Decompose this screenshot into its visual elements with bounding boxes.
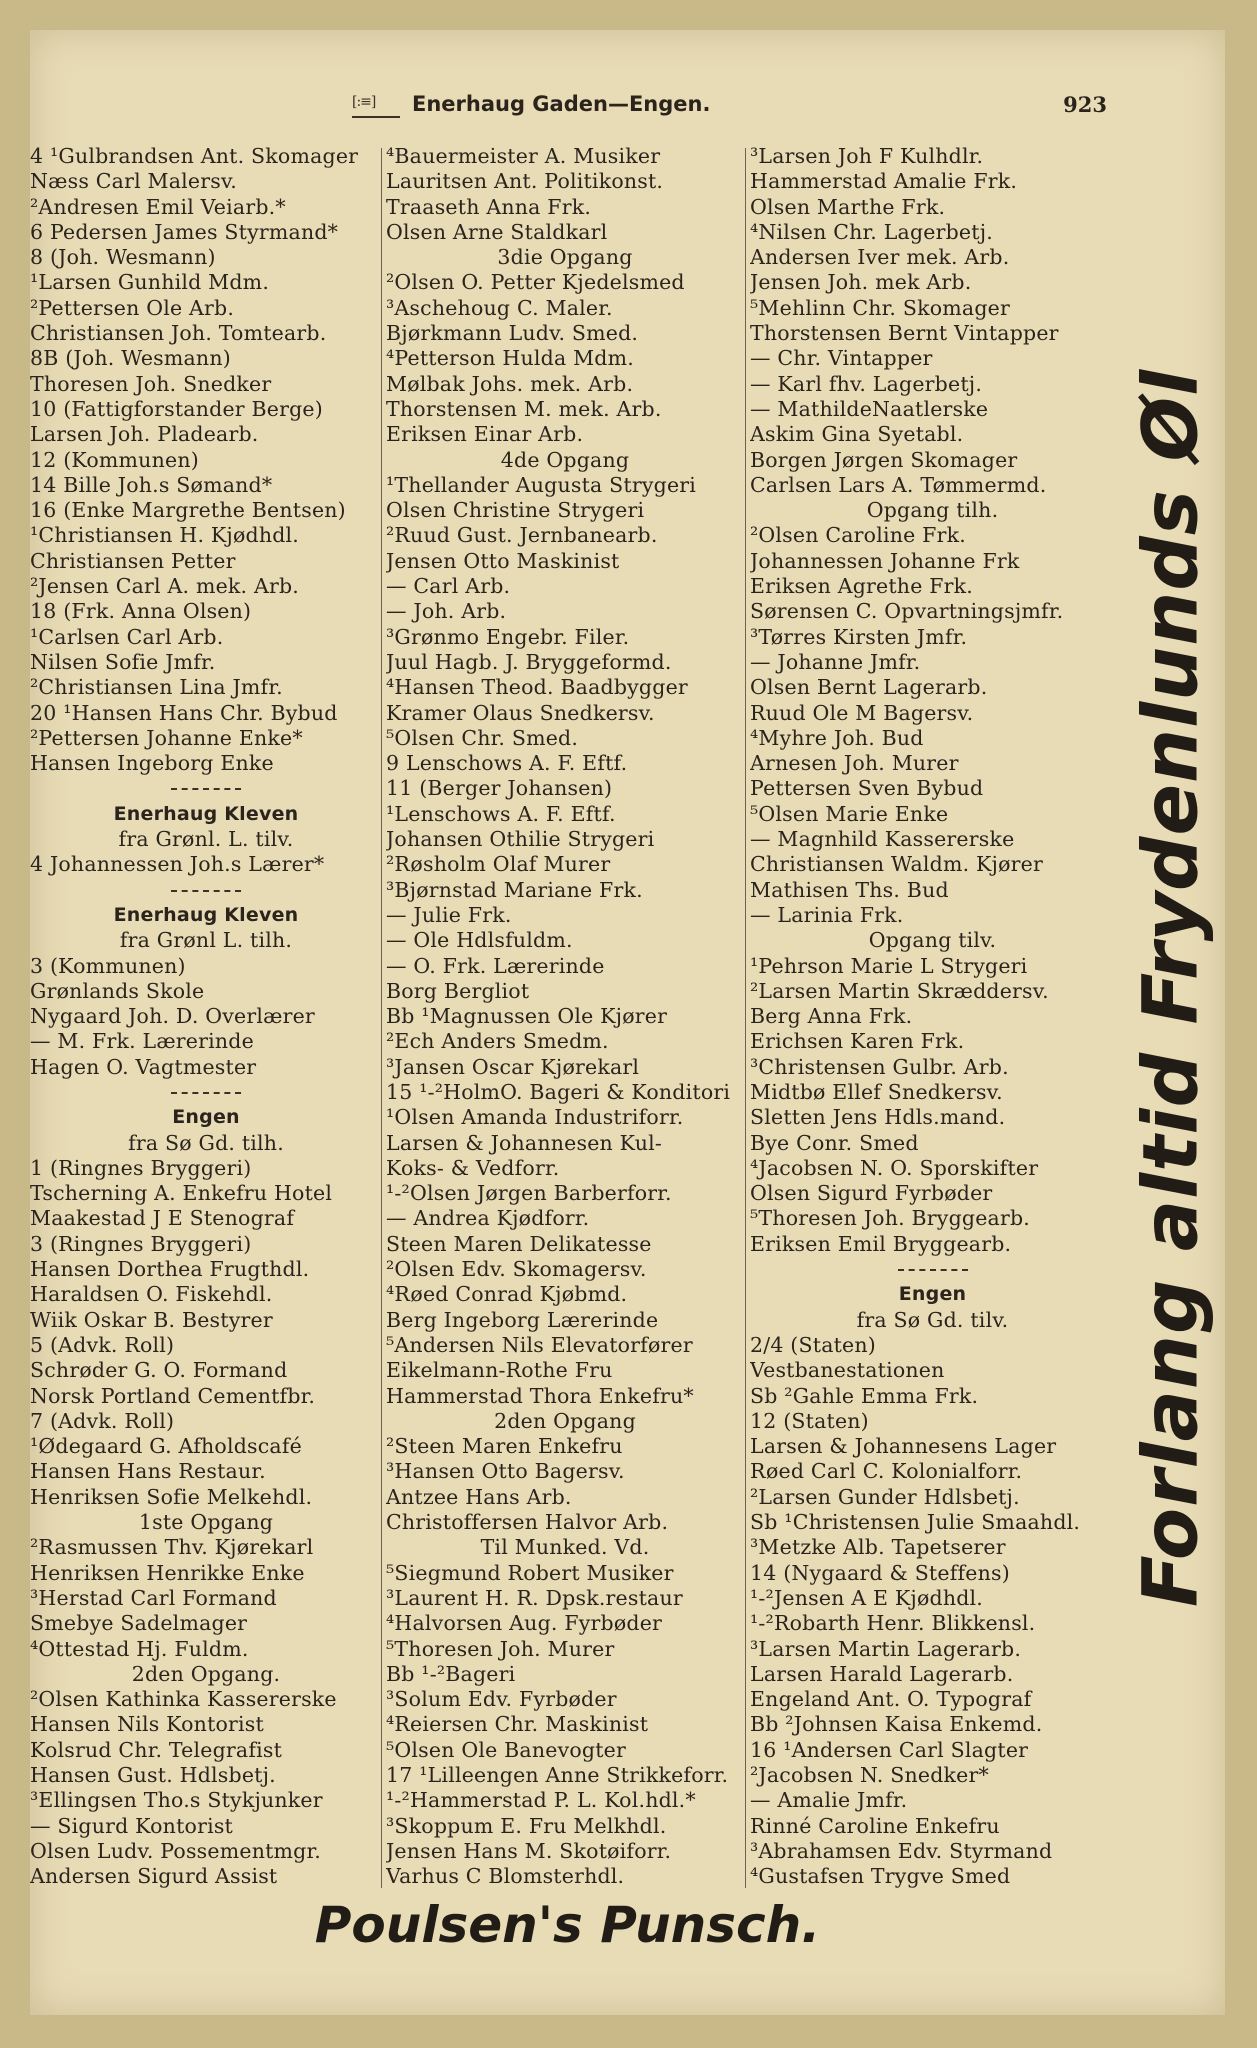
directory-entry: Jensen Otto Maskinist [386,548,620,573]
directory-entry: 16 ¹Andersen Carl Slagter [750,1737,1029,1762]
directory-entry: — Karl fhv. Lagerbetj. [750,371,983,396]
directory-entry: Olsen Sigurd Fyrbøder [750,1181,993,1206]
directory-entry: 3die Opgang [497,245,633,270]
directory-entry: 4 ¹Gulbrandsen Ant. Skomager [30,144,359,168]
page-header [0,92,1257,122]
directory-entry: Johannessen Johanne Frk [750,548,1020,573]
directory-entry: Berg Anna Frk. [750,1004,913,1029]
directory-entry: ²Olsen Caroline Frk. [750,523,966,548]
directory-entry: ³Hansen Otto Bagersv. [386,1459,625,1484]
directory-entry: Hammerstad Thora Enkefru* [386,1383,694,1408]
directory-entry: Christiansen Waldm. Kjører [750,852,1043,877]
directory-entry: — Sigurd Kontorist [30,1813,233,1838]
directory-entry: 4 Johannessen Joh.s Lærer* [30,852,325,877]
section-divider [30,776,382,801]
directory-entry: ³Grønmo Engebr. Filer. [386,624,630,649]
directory-entry: Borgen Jørgen Skomager [750,447,1018,472]
directory-entry: ⁴Reiersen Chr. Maskinist [386,1712,649,1737]
directory-entry: Larsen & Johannesens Lager [750,1434,1057,1459]
directory-entry: Kolsrud Chr. Telegrafist [30,1737,283,1762]
directory-entry: Sørensen C. Opvartningsjmfr. [750,599,1064,624]
directory-entry: Johansen Othilie Strygeri [386,827,655,852]
section-heading: Engen [172,1106,240,1129]
directory-entry: Thoresen Joh. Snedker [30,371,272,396]
directory-entry: ⁴Myhre Joh. Bud [750,725,924,750]
directory-entry: 1ste Opgang [138,1510,274,1535]
directory-entry: Larsen & Johannesen Kul- [386,1130,663,1155]
directory-entry: 14 (Nygaard & Steffens) [750,1560,1010,1585]
directory-entry: ⁴Hansen Theod. Baadbygger [386,675,688,700]
directory-entry: Mathisen Ths. Bud [750,877,949,902]
directory-entry: Engeland Ant. O. Typograf [750,1687,1032,1712]
directory-entry: Bb ¹-²Bageri [386,1661,516,1686]
directory-entry: ⁵Andersen Nils Elevatorfører [386,1332,693,1357]
directory-entry: fra Grønl. L. tilv. [118,827,294,852]
side-advertisement-text: Forlang altid Frydenlunds Øl [1125,368,1215,1608]
directory-entry: ³Herstad Carl Formand [30,1585,277,1610]
directory-entry: ⁵Olsen Chr. Smed. [386,725,579,750]
directory-entry: ⁵Siegmund Robert Musiker [386,1560,674,1585]
directory-column-3 [750,144,1115,1889]
directory-entry: Vestbanestationen [750,1358,945,1383]
directory-entry: ²Jacobsen N. Snedker* [750,1763,989,1787]
directory-entry: Hansen Ingeborg Enke [30,751,274,776]
directory-entry: ¹Thellander Augusta Strygeri [386,472,697,497]
side-advertisement [1115,368,1225,1608]
directory-entry: Larsen Joh. Pladearb. [30,422,259,447]
directory-entry: ⁴Jacobsen N. O. Sporskifter [750,1155,1039,1180]
directory-entry: ⁴Halvorsen Aug. Fyrbøder [386,1611,663,1636]
directory-entry: ⁴Petterson Hulda Mdm. [386,346,634,371]
directory-entry: — Amalie Jmfr. [750,1788,908,1813]
directory-entry: ³Ellingsen Tho.s Stykjunker [30,1788,323,1813]
directory-entry: Olsen Christine Strygeri [386,498,645,523]
directory-entry: ¹-²Olsen Jørgen Barberforr. [386,1181,672,1206]
directory-entry: — Andrea Kjødforr. [386,1206,590,1231]
directory-entry: ¹Lenschows A. F. Eftf. [386,801,616,826]
directory-entry: Opgang tilv. [868,928,997,953]
directory-entry: ⁵Mehlinn Chr. Skomager [750,295,1010,320]
directory-entry: — Chr. Vintapper [750,346,933,371]
directory-entry: ²Røsholm Olaf Murer [386,852,611,877]
directory-entry: 17 ¹Lilleengen Anne Strikkeforr. [386,1763,729,1787]
directory-entry: Bb ¹Magnussen Ole Kjører [386,1004,668,1029]
directory-entry: ³Skoppum E. Fru Melkhdl. [386,1813,667,1838]
directory-entry: Hagen O. Vagtmester [30,1054,257,1079]
directory-entry: Thorstensen Bernt Vintapper [750,321,1059,346]
directory-entry: — Julie Frk. [386,902,512,927]
directory-entry: Norsk Portland Cementfbr. [30,1383,316,1408]
directory-entry: 7 (Advk. Roll) [30,1408,175,1433]
directory-entry: Steen Maren Delikatesse [386,1231,652,1256]
directory-entry: 2den Opgang. [131,1661,281,1686]
directory-entry: Andersen Sigurd Assist [30,1864,278,1889]
directory-entry: 9 Lenschows A. F. Eftf. [386,751,628,776]
directory-entry: Ruud Ole M Bagersv. [750,700,974,725]
directory-entry: Røed Carl C. Kolonialforr. [750,1459,1023,1484]
directory-entry: ³Larsen Joh F Kulhdlr. [750,144,984,168]
directory-entry: Varhus C Blomsterhdl. [386,1864,625,1889]
directory-entry: ²Olsen Edv. Skomagersv. [386,1257,647,1282]
directory-entry: Maakestad J E Stenograf [30,1206,295,1231]
directory-entry: Andersen Iver mek. Arb. [750,245,1010,270]
directory-entry: ³Abrahamsen Edv. Styrmand [750,1838,1053,1863]
directory-entry: Bye Conr. Smed [750,1130,919,1155]
directory-entry: Sb ¹Christensen Julie Smaahdl. [750,1510,1081,1535]
directory-entry: Jensen Hans M. Skotøiforr. [386,1838,672,1863]
directory-entry: 6 Pedersen James Styrmand* [30,219,339,244]
directory-entry: Thorstensen M. mek. Arb. [386,396,662,421]
directory-entry: 16 (Enke Margrethe Bentsen) [30,498,346,523]
directory-entry: ⁵Olsen Ole Banevogter [386,1737,626,1762]
directory-entry: Bb ²Johnsen Kaisa Enkemd. [750,1712,1043,1737]
directory-entry: ⁵Thoresen Joh. Murer [386,1636,615,1661]
directory-entry: ⁴Gustafsen Trygve Smed [750,1864,1011,1889]
directory-entry: ¹Carlsen Carl Arb. [30,624,224,649]
directory-column-1 [30,144,382,1889]
section-divider [30,878,382,903]
directory-entry: Hansen Hans Restaur. [30,1459,266,1484]
directory-entry: ³Larsen Martin Lagerarb. [750,1636,1022,1661]
directory-entry: — Ole Hdlsfuldm. [386,928,573,953]
directory-entry: — Joh. Arb. [386,599,507,624]
directory-entry: ⁵Olsen Marie Enke [750,801,949,826]
directory-entry: ²Pettersen Johanne Enke* [30,725,303,750]
directory-entry: 12 (Kommunen) [30,447,199,472]
directory-entry: — Carl Arb. [386,574,511,599]
directory-entry: Smebye Sadelmager [30,1611,248,1636]
directory-entry: Hammerstad Amalie Frk. [750,169,1018,194]
directory-entry: ²Larsen Gunder Hdlsbetj. [750,1484,1020,1509]
directory-entry: 14 Bille Joh.s Sømand* [30,472,273,497]
directory-entry: ¹-²Hammerstad P. L. Kol.hdl.* [386,1788,696,1813]
directory-entry: Schrøder G. O. Formand [30,1358,288,1383]
directory-entry: 15 ¹-²HolmO. Bageri & Konditori [386,1079,731,1104]
directory-entry: — MathildeNaatlerske [750,396,989,421]
directory-entry: Henriksen Sofie Melkehdl. [30,1484,313,1509]
directory-entry: Hansen Gust. Hdlsbetj. [30,1763,276,1787]
directory-entry: Olsen Marthe Frk. [750,194,946,219]
directory-entry: 4de Opgang [500,447,630,472]
directory-entry: ³Laurent H. R. Dpsk.restaur [386,1585,683,1610]
directory-entry: Eriksen Agrethe Frk. [750,574,974,599]
directory-entry: ¹Olsen Amanda Industriforr. [386,1105,684,1130]
directory-column-2 [386,144,744,1889]
directory-entry: Wiik Oskar B. Bestyrer [30,1307,273,1332]
directory-entry: Hansen Nils Kontorist [30,1712,264,1737]
directory-entry: Grønlands Skole [30,978,205,1003]
directory-entry: 10 (Fattigforstander Berge) [30,396,323,421]
directory-entry: ¹-²Robarth Henr. Blikkensl. [750,1611,1036,1636]
directory-entry: ⁵Thoresen Joh. Bryggearb. [750,1206,1031,1231]
section-divider [30,1080,382,1105]
directory-entry: Christiansen Petter [30,548,236,573]
directory-entry: ²Ruud Gust. Jernbanearb. [386,523,658,548]
directory-entry: 3 (Ringnes Bryggeri) [30,1231,252,1256]
directory-entry: ³Tørres Kirsten Jmfr. [750,624,968,649]
directory-entry: Nygaard Joh. D. Overlærer [30,1004,315,1029]
directory-entry: ¹Christiansen H. Kjødhdl. [30,523,300,548]
directory-entry: ²Steen Maren Enkefru [386,1434,623,1459]
directory-entry: — Magnhild Kassererske [750,827,1015,852]
directory-entry: Olsen Ludv. Possementmgr. [30,1838,321,1863]
directory-entry: Midtbø Ellef Snedkersv. [750,1079,1003,1104]
directory-entry: ²Christiansen Lina Jmfr. [30,675,283,700]
directory-entry: Jensen Joh. mek Arb. [750,270,972,295]
section-divider [750,1257,1115,1282]
page-number: 923 [1063,92,1107,117]
directory-entry: Koks- & Vedforr. [386,1155,560,1180]
directory-entry: 2den Opgang [494,1408,636,1433]
directory-entry: Berg Ingeborg Lærerinde [386,1307,659,1332]
directory-entry: ³Aschehoug C. Maler. [386,295,613,320]
bottom-advertisement: Poulsen's Punsch. [314,1896,821,1954]
directory-entry: ⁴Røed Conrad Kjøbmd. [386,1282,628,1307]
directory-entry: Henriksen Henrikke Enke [30,1560,305,1585]
directory-entry: 2/4 (Staten) [750,1332,876,1357]
section-heading: Enerhaug Kleven [113,903,299,926]
directory-entry: ²Rasmussen Thv. Kjørekarl [30,1535,314,1560]
directory-entry: ³Bjørnstad Mariane Frk. [386,877,643,902]
directory-entry: ²Pettersen Ole Arb. [30,295,235,320]
directory-entry: fra Sø Gd. tilh. [128,1130,284,1155]
directory-entry: 5 (Advk. Roll) [30,1332,175,1357]
page-title: Enerhaug Gaden—Engen. [412,92,711,116]
directory-entry: ³Metzke Alb. Tapetserer [750,1535,1006,1560]
directory-entry: ¹Larsen Gunhild Mdm. [30,270,270,295]
directory-entry: Eriksen Einar Arb. [386,422,584,447]
directory-entry: ⁴Bauermeister A. Musiker [386,144,661,168]
header-ornament-icon: [:≡] [352,94,400,118]
directory-entry: 11 (Berger Johansen) [386,776,613,801]
directory-entry: Næss Carl Malersv. [30,169,238,194]
directory-entry: 12 (Staten) [750,1408,869,1433]
directory-entry: Askim Gina Syetabl. [750,422,964,447]
directory-entry: Arnesen Joh. Murer [750,751,959,776]
directory-entry: Carlsen Lars A. Tømmermd. [750,472,1047,497]
directory-entry: Hansen Dorthea Frugthdl. [30,1257,310,1282]
directory-entry: ¹-²Jensen A E Kjødhdl. [750,1585,984,1610]
directory-entry: ¹Pehrson Marie L Strygeri [750,953,1028,978]
directory-entry: Antzee Hans Arb. [386,1484,572,1509]
directory-entry: Rinné Caroline Enkefru [750,1813,1000,1838]
directory-entry: Bjørkmann Ludv. Smed. [386,321,639,346]
directory-entry: 3 (Kommunen) [30,953,186,978]
directory-entry: ²Larsen Martin Skræddersv. [750,978,1049,1003]
directory-entry: — Johanne Jmfr. [750,649,921,674]
directory-entry: Christoffersen Halvor Arb. [386,1510,669,1535]
directory-entry: ²Andresen Emil Veiarb.* [30,194,286,219]
directory-entry: fra Sø Gd. tilv. [856,1307,1009,1332]
directory-entry: Til Munked. Vd. [480,1535,650,1560]
section-heading: Engen [898,1283,967,1306]
directory-entry: Kramer Olaus Snedkersv. [386,700,655,725]
directory-entry: — M. Frk. Lærerinde [30,1029,254,1054]
directory-entry: Traaseth Anna Frk. [386,194,592,219]
directory-entry: Eriksen Emil Bryggearb. [750,1231,1012,1256]
directory-entry: Erichsen Karen Frk. [750,1029,965,1054]
directory-entry: ²Olsen Kathinka Kassererske [30,1687,337,1712]
directory-entry: Borg Bergliot [386,978,530,1003]
directory-entry: ²Ech Anders Smedm. [386,1029,609,1054]
directory-entry: 20 ¹Hansen Hans Chr. Bybud [30,700,338,725]
directory-entry: ³Solum Edv. Fyrbøder [386,1687,617,1712]
directory-entry: 8 (Joh. Wesmann) [30,245,216,270]
column-divider [745,148,746,1888]
directory-entry: Christiansen Joh. Tomtearb. [30,321,327,346]
directory-entry: ³Christensen Gulbr. Arb. [750,1054,1009,1079]
directory-entry: Lauritsen Ant. Politikonst. [386,169,664,194]
directory-entry: fra Grønl L. tilh. [119,928,293,953]
directory-entry: Haraldsen O. Fiskehdl. [30,1282,273,1307]
directory-entry: Tscherning A. Enkefru Hotel [30,1181,333,1206]
directory-entry: 8B (Joh. Wesmann) [30,346,231,371]
directory-entry: Juul Hagb. J. Bryggeformd. [386,649,672,674]
directory-entry: Sletten Jens Hdls.mand. [750,1105,1006,1130]
directory-entry: Larsen Harald Lagerarb. [750,1661,1014,1686]
directory-entry: 1 (Ringnes Bryggeri) [30,1155,252,1180]
directory-entry: ⁴Ottestad Hj. Fuldm. [30,1636,249,1661]
directory-entry: Nilsen Sofie Jmfr. [30,649,216,674]
directory-entry: Olsen Arne Staldkarl [386,219,608,244]
directory-entry: 18 (Frk. Anna Olsen) [30,599,252,624]
directory-entry: Sb ²Gahle Emma Frk. [750,1383,979,1408]
directory-entry: Mølbak Johs. mek. Arb. [386,371,634,396]
section-heading: Enerhaug Kleven [113,802,299,825]
directory-entry: Olsen Bernt Lagerarb. [750,675,988,700]
directory-entry: ¹Ødegaard G. Afholdscafé [30,1434,302,1459]
directory-entry: ²Olsen O. Petter Kjedelsmed [386,270,685,295]
directory-entry: — Larinia Frk. [750,902,904,927]
directory-entry: ³Jansen Oscar Kjørekarl [386,1054,640,1079]
directory-entry: — O. Frk. Lærerinde [386,953,605,978]
directory-entry: Eikelmann-Rothe Fru [386,1358,613,1383]
directory-entry: ²Jensen Carl A. mek. Arb. [30,574,300,599]
directory-entry: ⁴Nilsen Chr. Lagerbetj. [750,219,993,244]
directory-entry: Pettersen Sven Bybud [750,776,984,801]
directory-entry: Opgang tilh. [866,498,999,523]
